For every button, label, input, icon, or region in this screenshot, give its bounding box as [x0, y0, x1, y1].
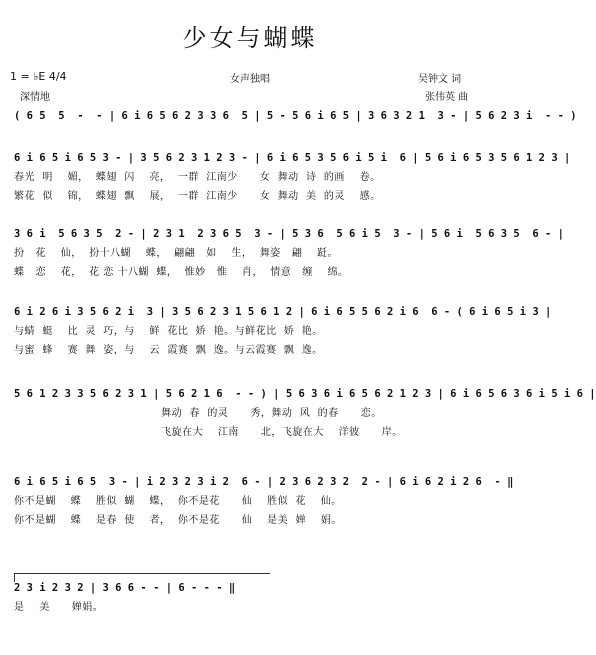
notation-line: 6 i 2 6 i 3 5 6 2 i 3 | 3 5 6 2 3 1 5 6 1 2 | 6 i 6 5 5 6 2 i 6 6 - ( 6 i 6 5 i 3 |: [14, 306, 552, 318]
score-system-4: [14, 306, 552, 356]
lyric-line-1: 与蜻 蜓 比 灵 巧，与 鲜 花比 娇 艳。与鲜花比 娇 艳。: [14, 326, 323, 337]
lyric-line-2: 蝶 恋 花， 花 恋 十八蝴 蝶， 惟妙 惟 肖， 情意 缠 绵。: [14, 267, 349, 278]
score-system-1: [14, 110, 577, 122]
lyric-line-1: 舞动 春 的灵 秀，舞动 风 的春 恋。: [14, 408, 382, 419]
key-signature: 1 = ♭E 4/4: [10, 70, 67, 83]
lyric-line-1: 是 美 婵娟。: [14, 602, 104, 613]
lyricist-credit: 吴钟文 词: [418, 74, 462, 85]
notation-line: 5 6 1 2 3 3 5 6 2 3 1 | 5 6 2 1 6 - - ) | 5 6 3 6 i 6 5 6 2 1 2 3 | 6 i 6 5 6 3 6 i 5 i 6 |: [14, 388, 596, 400]
lyric-line-2: 繁花 似 锦， 蝶翅 飘 展， 一群 江南少 女 舞动 美 的灵 感。: [14, 191, 381, 202]
notation-line: 2 3 i 2 3 2 | 3 6 6 - - | 6 - - - ‖: [14, 582, 236, 594]
lyric-line-1: 扮 花 仙， 扮十八蝴 蝶， 翩翩 如 生， 舞姿 翩 跹。: [14, 248, 339, 259]
song-title: 少女与蝴蝶: [182, 24, 318, 52]
tempo-marking: 深情地: [20, 92, 50, 103]
notation-line: 3 6 i 5 6 3 5 2 - | 2 3 1 2 3 6 5 3 - | 5 3 6 5 6 i 5 3 - | 5 6 i 5 6 3 5 6 - |: [14, 228, 564, 240]
lyric-line-2: 飞旋在大 江南 北，飞旋在大 洋彼 岸。: [14, 427, 403, 438]
lyric-line-2: 与蜜 蜂 赛 舞 姿，与 云 霞赛 飘 逸。与云霞赛 飘 逸。: [14, 345, 323, 356]
lyric-line-1: 你不是蝴 蝶 胜似 蝴 蝶， 你不是花 仙 胜似 花 仙。: [14, 496, 342, 507]
notation-line: ( 6 5 5 - - | 6 i 6 5 6 2 3 3 6 5 | 5 - 5 6 i 6 5 | 3 6 3 2 1 3 - | 5 6 2 3 i - - ): [14, 110, 577, 122]
score-system-6: [14, 476, 514, 526]
notation-line: 6 i 6 5 i 6 5 3 - | i 2 3 2 3 i 2 6 - | 2 3 6 2 3 2 2 - | 6 i 6 2 i 2 6 - ‖: [14, 476, 514, 488]
notation-line: 6 i 6 5 i 6 5 3 - | 3 5 6 2 3 1 2 3 - | 6 i 6 5 3 5 6 i 5 i 6 | 5 6 i 6 5 3 5 6 1 2 3 |: [14, 152, 571, 164]
lyric-line-2: 你不是蝴 蝶 是春 使 者， 你不是花 仙 是美 婵 娟。: [14, 515, 342, 526]
score-system-7: [14, 582, 492, 613]
lyric-line-1: 春光 明 媚， 蝶翅 闪 亮， 一群 江南少 女 舞动 诗 的画 卷。: [14, 172, 381, 183]
composer-credit: 张伟英 曲: [425, 92, 469, 103]
score-system-2: [14, 152, 571, 202]
performer-label: 女声独唱: [230, 74, 270, 85]
score-system-5: [14, 388, 596, 438]
ending-bracket: [14, 573, 270, 582]
score-system-3: [14, 228, 564, 278]
